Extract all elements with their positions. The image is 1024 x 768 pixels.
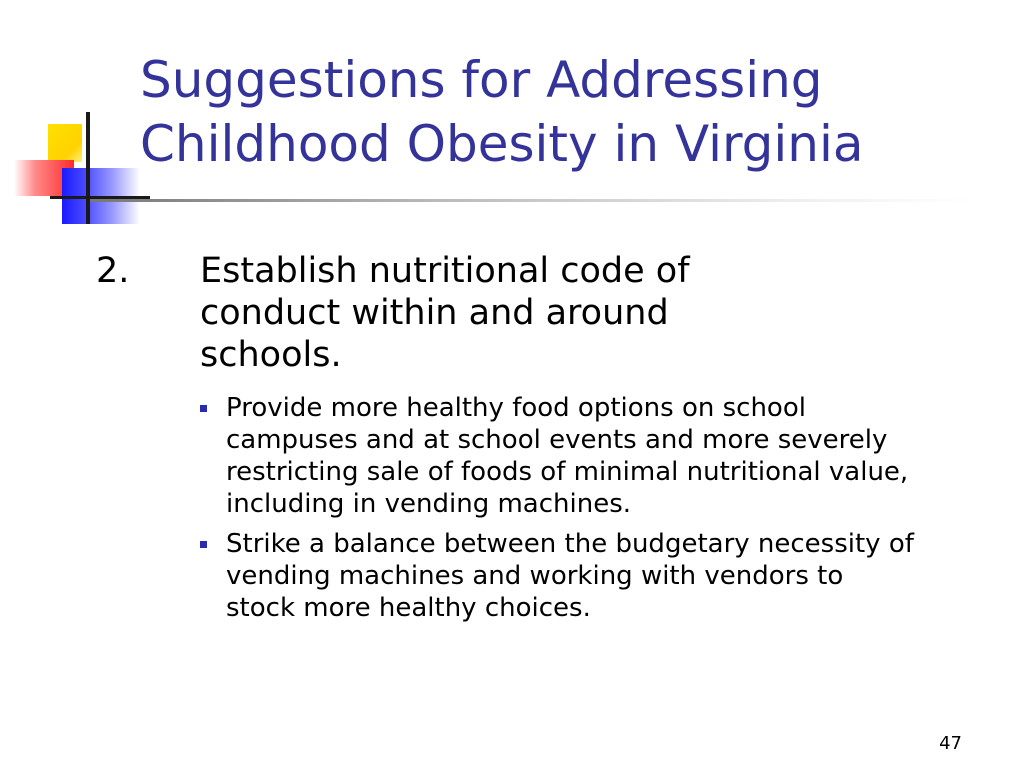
bullet-text: Strike a balance between the budgetary necessity of vending machines and working with vendors to stock more healthy choices.: [226, 529, 914, 623]
slide-title-line-2: Childhood Obesity in Virginia: [140, 115, 864, 173]
page-number: 47: [939, 733, 962, 754]
bullet-item: [200, 528, 920, 624]
bullet-text: Provide more healthy food options on school campuses and at school events and more severely restricting sale of foods of minimal nutritional value, including in vending machines.: [226, 393, 909, 519]
slide-title-line-1: Suggestions for Addressing: [140, 51, 823, 109]
square-bullet-icon: [200, 541, 207, 548]
vertical-line-decoration: [86, 112, 90, 224]
title-underline-rule: [90, 199, 970, 202]
yellow-square-decoration: [48, 124, 82, 162]
item-text: Establish nutritional code of conduct within and around schools.: [200, 251, 690, 375]
slide-decoration-logo: [0, 0, 150, 240]
item-number: 2.: [96, 251, 130, 291]
bullet-item: [200, 392, 920, 520]
numbered-item: [96, 250, 916, 376]
bullet-list: [200, 392, 920, 632]
square-bullet-icon: [200, 405, 207, 412]
slide-title: [140, 48, 1000, 176]
